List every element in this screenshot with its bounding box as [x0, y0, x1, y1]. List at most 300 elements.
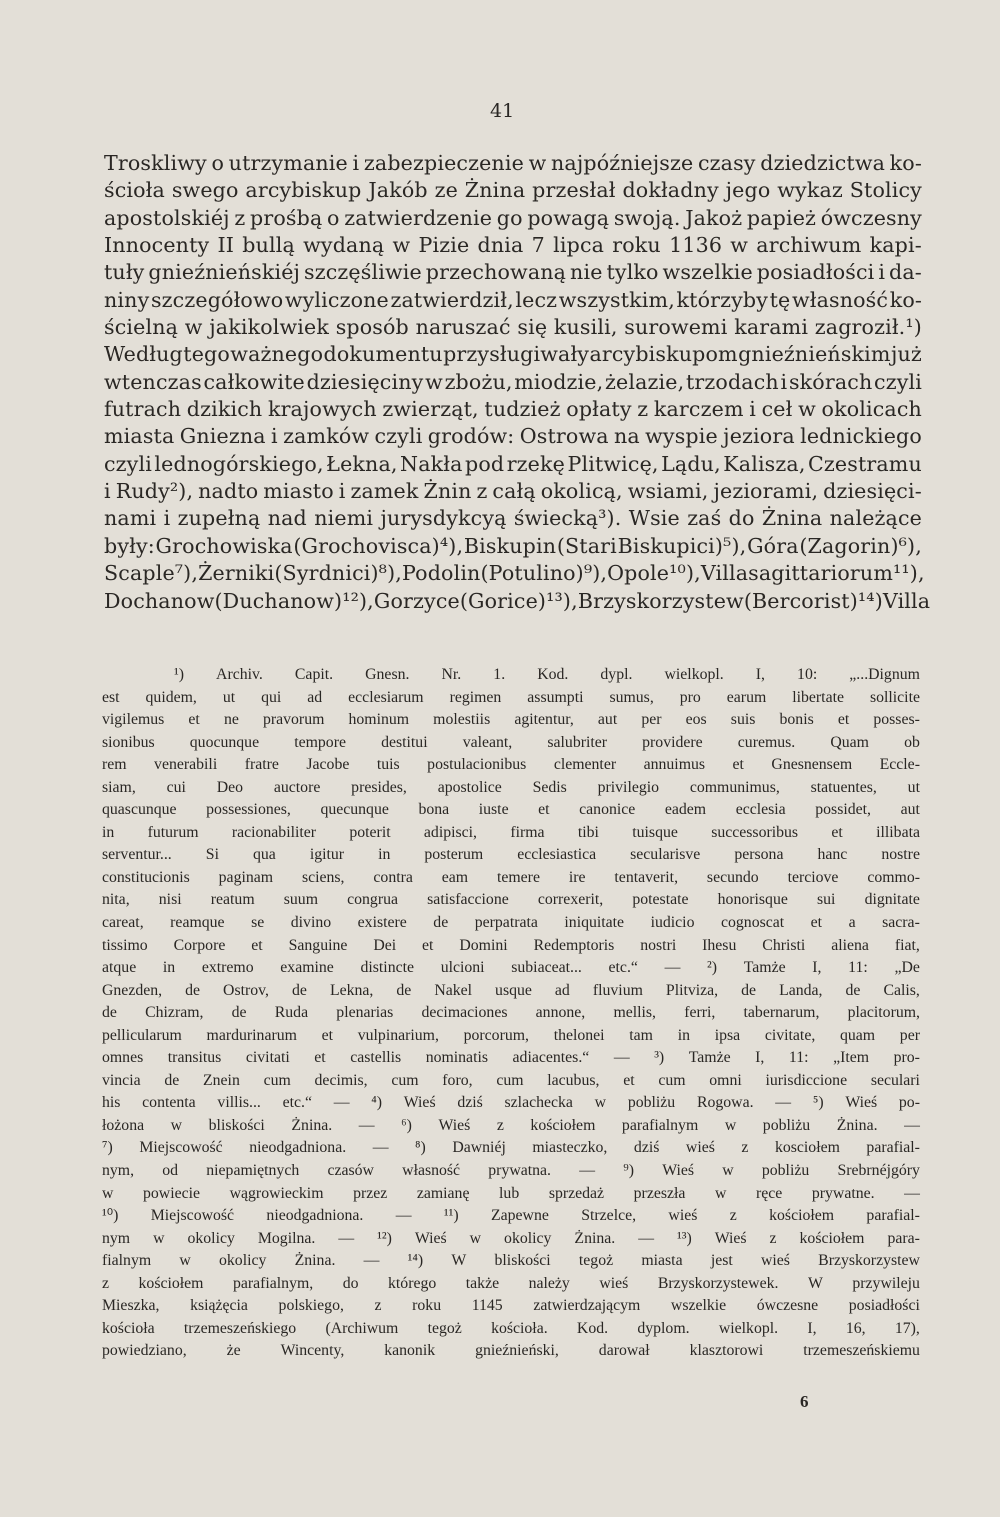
footnote-line — [102, 754, 920, 777]
footnote-word: fluvium — [592, 981, 643, 999]
body-word: Kalisza, — [723, 451, 806, 476]
footnote-word: et — [188, 711, 200, 729]
body-word: swego — [171, 178, 239, 203]
footnote-word: transitus — [167, 1049, 222, 1067]
body-word: czyli — [874, 369, 922, 394]
footnote-word: privilegio — [597, 778, 660, 796]
footnote-word: Wieś — [662, 1162, 695, 1180]
footnote-word: tam — [629, 1026, 653, 1044]
body-word: szczegółowo — [150, 287, 284, 312]
footnote-word: vigilemus — [102, 711, 165, 729]
footnote-word: w — [714, 1184, 727, 1202]
footnote-word: tegoż — [578, 1252, 614, 1270]
footnote-word: examine — [280, 959, 334, 977]
body-word: zamek — [350, 479, 419, 504]
footnote-word: perpatrata — [474, 914, 538, 932]
footnote-word: contra — [373, 868, 413, 886]
footnote-word: — — [363, 1252, 380, 1270]
footnote-word: et — [321, 1026, 334, 1044]
footnote-word: posterum — [424, 846, 484, 864]
body-word: Villa — [882, 588, 931, 613]
body-line — [104, 287, 922, 314]
footnote-word: constitucionis — [102, 868, 190, 886]
footnote-word: bona — [418, 801, 450, 819]
body-word: papież — [746, 205, 817, 230]
footnote-line — [102, 935, 920, 958]
footnote-word: Redemptoris — [533, 936, 615, 954]
footnote-word: wielkopl. — [664, 666, 724, 683]
footnote-word: decimis, — [314, 1071, 368, 1089]
footnote-word: miasteczko, — [532, 1139, 608, 1157]
footnote-word: — — [395, 1207, 412, 1225]
footnote-word: Żnina. — [574, 1229, 616, 1247]
footnote-word: ⁷) — [102, 1139, 113, 1157]
body-word: Opole¹⁰), — [607, 561, 701, 586]
footnote-word: I, — [807, 1319, 817, 1337]
footnote-word: z — [741, 1139, 749, 1157]
footnote-word: illibata — [876, 823, 920, 841]
footnote-word: racionabiliter — [231, 823, 317, 841]
body-word: miasto — [263, 479, 334, 504]
footnote-word: pobliżu — [761, 1162, 810, 1180]
body-word: Żnin — [423, 479, 472, 504]
footnote-word: I, — [812, 959, 822, 977]
footnote-word: jest — [710, 1252, 733, 1270]
footnote-word: kościoła — [102, 1319, 155, 1337]
footnote-word: cognoscat — [720, 914, 785, 932]
footnote-word: Wieś — [714, 1229, 747, 1247]
body-word: Pizie — [418, 233, 470, 258]
footnote-word: qua — [252, 846, 276, 864]
footnote-line — [102, 980, 920, 1003]
footnote-word: de — [292, 981, 307, 999]
footnote-word: secularisve — [630, 846, 701, 864]
footnote-word: Dei — [373, 936, 397, 954]
footnote-word: zamianę — [416, 1184, 470, 1202]
footnote-line — [102, 1025, 920, 1048]
footnote-word: Landa, — [779, 981, 823, 999]
body-word: nami — [104, 506, 157, 531]
footnote-word: fratre — [244, 756, 279, 774]
body-word: wykaz — [777, 178, 843, 203]
body-word: na — [613, 424, 640, 449]
footnote-word: Kod. — [537, 666, 569, 683]
body-word: (Stari — [556, 533, 617, 558]
footnote-word: his — [102, 1094, 121, 1112]
footnote-word: ob — [904, 733, 920, 751]
footnote-word: pro — [679, 688, 701, 706]
body-word: powagą — [527, 205, 610, 230]
footnote-word: distincte — [360, 959, 415, 977]
footnote-word: ne — [223, 711, 239, 729]
footnote-word: prywatna. — [488, 1162, 552, 1180]
body-word: Żerniki — [198, 561, 275, 586]
footnote-word: serventur... — [102, 846, 172, 864]
footnote-word: ulcioni — [440, 959, 485, 977]
footnote-line — [102, 1318, 920, 1341]
footnote-word: ut — [222, 688, 236, 706]
body-word: karczem — [653, 397, 744, 422]
body-word: jurysdykcyą — [380, 506, 507, 531]
body-word: własność — [791, 287, 889, 312]
footnote-word: Ostrov, — [223, 981, 269, 999]
footnote-word: Chizram, — [145, 1004, 204, 1022]
body-word: w — [798, 397, 816, 422]
footnote-word: Ruda — [274, 1004, 309, 1022]
body-word: Troskliwy — [104, 151, 207, 175]
body-word: nie — [570, 260, 603, 285]
footnote-word: wągrowieckim — [229, 1184, 324, 1202]
body-word: karami — [734, 315, 809, 340]
body-word: okolicą, — [540, 479, 623, 504]
footnote-word: ecclesiarum — [348, 688, 424, 706]
footnote-line — [102, 799, 920, 822]
footnote-word: 17), — [894, 1319, 920, 1337]
body-line — [104, 341, 922, 368]
body-word: lipca — [553, 233, 605, 258]
footnote-word: et — [251, 936, 263, 954]
footnote-word: posses- — [873, 711, 920, 729]
footnote-word: firma — [510, 823, 545, 841]
footnote-word: przez — [353, 1184, 388, 1202]
footnote-word: civitate, — [764, 1026, 816, 1044]
footnote-word: Rogowa. — [696, 1094, 754, 1112]
footnote-word: possidet, — [815, 801, 871, 819]
footnote-word: cum — [658, 1071, 686, 1089]
footnote-word: curemus. — [737, 733, 796, 751]
footnote-word: et — [314, 1049, 326, 1067]
footnote-word: — — [333, 1094, 350, 1112]
footnote-word: polskiego, — [278, 1297, 344, 1315]
body-word: Innocenty — [104, 233, 210, 258]
footnote-word: et — [732, 756, 744, 774]
footnote-word: Nakel — [434, 981, 473, 999]
footnote-word: plenarias — [336, 1004, 394, 1022]
footnote-word: para- — [887, 1229, 920, 1247]
footnote-word: correxerit, — [537, 891, 604, 909]
footnote-word: foro, — [442, 1071, 473, 1089]
footnote-word: pro- — [893, 1049, 920, 1067]
footnote-word: ferri, — [684, 1004, 716, 1022]
footnote-word: — — [664, 959, 681, 977]
footnote-word: igitur — [309, 846, 345, 864]
body-word: archiwum — [756, 233, 862, 258]
footnote-word: honorisque — [717, 891, 788, 909]
footnote-word: 16, — [845, 1319, 866, 1337]
footnote-word: trzemeszeńskiego — [183, 1319, 297, 1337]
body-line — [104, 478, 922, 505]
footnote-word: łożona — [102, 1116, 145, 1134]
footnote-word: wieś — [760, 1252, 790, 1270]
body-line — [104, 259, 922, 286]
body-word: i — [271, 424, 278, 449]
body-word: rzekę — [506, 451, 565, 476]
footnote-word: dypl. — [600, 666, 633, 683]
body-word: ścielną — [104, 315, 179, 340]
body-word: okolicach — [821, 397, 922, 422]
body-word: zagroził.¹) — [814, 315, 922, 340]
footnote-word: Sanguine — [288, 936, 348, 954]
footnote-word: Si — [205, 846, 219, 864]
footnote-word: clementer — [553, 756, 617, 774]
body-word: (Gorice)¹³), — [459, 588, 578, 613]
footnote-word: nominatis — [425, 1049, 488, 1067]
footnote-word: własność — [402, 1162, 461, 1180]
footnote-word: tabernarum, — [743, 1004, 820, 1022]
footnote-word: mardurinarum — [206, 1026, 297, 1044]
body-word: miodzie, — [514, 369, 604, 394]
footnote-word: wszelkie — [670, 1297, 727, 1315]
body-line — [104, 314, 922, 341]
body-word: arcybiskup — [245, 178, 362, 203]
footnote-line — [102, 664, 920, 687]
footnote-word: kościołem — [530, 1116, 596, 1134]
footnote-word: parafial- — [866, 1139, 920, 1157]
footnote-word: dziś — [633, 1139, 660, 1157]
body-word: zwierząt, — [382, 397, 479, 422]
footnote-word: sui — [817, 891, 836, 909]
footnote-word: sionibus — [102, 733, 155, 751]
footnote-word: nym, — [102, 1162, 135, 1180]
footnote-word: agitentur, — [514, 711, 574, 729]
footnote-word: quecunque — [320, 801, 389, 819]
body-word: prośbą — [250, 205, 323, 230]
body-word: przechowaną — [425, 260, 567, 285]
footnote-word: fiat, — [894, 936, 920, 954]
body-word: skórach — [788, 369, 873, 394]
body-word: szczęśliwie — [304, 260, 422, 285]
footnote-word: wielkopl. — [718, 1319, 779, 1337]
footnote-word: kościoła. — [491, 1319, 548, 1337]
footnote-word: villis... — [217, 1094, 261, 1112]
body-word: którzyby — [676, 287, 769, 312]
body-word: (Potulino)⁹), — [480, 561, 608, 586]
footnote-word: cum — [496, 1071, 524, 1089]
footnote-word: z — [729, 1207, 737, 1225]
footnote-word: extremo — [201, 959, 254, 977]
body-word: o — [211, 151, 225, 175]
body-line — [104, 588, 931, 615]
body-word: Stolicy — [849, 178, 922, 203]
footnote-word: congrua — [347, 891, 399, 909]
body-word: dziesięciny — [306, 369, 424, 394]
footnote-word: ¹¹) — [443, 1207, 459, 1225]
body-word: 7 — [531, 233, 545, 258]
footnote-word: possessiones, — [206, 801, 291, 819]
footnote-word: prywatne. — [811, 1184, 875, 1202]
footnote-line — [102, 1092, 920, 1115]
footnote-line — [102, 1340, 920, 1363]
footnote-word: tibi — [577, 823, 599, 841]
footnote-word: vulpinarium, — [357, 1026, 439, 1044]
body-word: niemi — [314, 506, 374, 531]
body-word: wtenczas — [104, 369, 202, 394]
footnote-word: potestate — [632, 891, 689, 909]
body-word: zbożu, — [444, 369, 513, 394]
footnote-word: ręce — [755, 1184, 783, 1202]
body-word: w — [184, 315, 203, 340]
footnote-word: bliskości — [494, 1252, 551, 1270]
footnote-word: w — [469, 1229, 482, 1247]
body-word: zamków — [283, 424, 370, 449]
footnote-word: pravorum — [262, 711, 325, 729]
footnote-word: decimaciones — [421, 1004, 508, 1022]
body-line — [104, 232, 922, 259]
footnote-word: ipsa — [714, 1026, 741, 1044]
footnote-word: per — [899, 1026, 920, 1044]
body-word: Biskupin — [463, 533, 557, 558]
body-word: żelazie, — [605, 369, 685, 394]
footnote-word: Wieś — [438, 1116, 471, 1134]
footnotes — [102, 664, 920, 1363]
footnote-word: powiedziano, — [102, 1342, 187, 1360]
footnote-word: ¹⁰) — [102, 1207, 119, 1225]
body-word: wsiami, — [627, 479, 709, 504]
footnote-word: et — [837, 711, 850, 729]
body-word: Scaple⁷), — [104, 561, 199, 586]
footnote-word: sollicite — [869, 688, 920, 706]
body-word: Brzyskorzystew — [577, 588, 744, 613]
footnote-word: placitorum, — [847, 1004, 920, 1022]
footnote-word: Znein — [203, 1071, 240, 1089]
footnote-word: Gnesnensem — [771, 756, 853, 774]
footnote-word: pobliżu — [627, 1094, 676, 1112]
footnote-word: ut — [907, 778, 920, 796]
footnote-word: Brzyskorzystew — [818, 1252, 920, 1270]
footnote-word: auctore — [273, 778, 321, 796]
footnote-word: w — [594, 1094, 607, 1112]
footnote-word: — — [579, 1162, 596, 1180]
footnote-word: postulacionibus — [427, 756, 527, 774]
footnote-word: suum — [283, 891, 318, 909]
footnote-word: ⁶) — [401, 1116, 412, 1134]
footnote-word: w — [179, 1252, 191, 1270]
footnote-word: ¹⁴) — [407, 1252, 424, 1270]
footnote-word: powiecie — [143, 1184, 201, 1202]
footnote-word: lacubus, — [547, 1071, 600, 1089]
footnote-word: Tamże — [743, 959, 786, 977]
footnote-word: divino — [290, 914, 332, 932]
footnote-word: „Item — [833, 1049, 870, 1067]
footnote-word: 11: — [788, 1049, 809, 1067]
footnote-word: de — [102, 1004, 117, 1022]
footnote-word: Miejscowość — [139, 1139, 223, 1157]
footnote-word: usque — [495, 981, 532, 999]
footnote-word: Wieś — [414, 1229, 447, 1247]
body-word: Podolin — [401, 561, 481, 586]
footnote-word: Archiv. — [216, 666, 263, 683]
footnote-word: ⁸) — [415, 1139, 426, 1157]
footnote-word: I, — [755, 666, 765, 683]
body-word: krajowych — [267, 397, 377, 422]
body-word: Żnina — [761, 506, 823, 531]
footnote-word: tissimo — [102, 936, 148, 954]
footnote-line — [102, 709, 920, 732]
footnote-word: iniquitate — [564, 914, 625, 932]
footnote-word: Strzelce, — [581, 1207, 637, 1225]
footnote-word: eos — [685, 711, 707, 729]
body-word: gnieźnieńskim — [738, 342, 891, 367]
footnote-line — [102, 777, 920, 800]
footnote-word: Sedis — [532, 778, 567, 796]
body-word: surowemi — [624, 315, 728, 340]
body-word: dzikich — [186, 397, 263, 422]
body-word: Łekna, — [326, 451, 398, 476]
footnote-word: w — [724, 1116, 737, 1134]
footnote-word: Wincenty, — [280, 1342, 345, 1360]
footnote-word: parafial- — [866, 1207, 920, 1225]
footnote-word: Brzyskorzystewek. — [657, 1274, 779, 1292]
body-word: Ostrowa — [519, 424, 609, 449]
body-word: (Bercorist)¹⁴) — [743, 588, 883, 613]
body-word: i — [749, 397, 756, 422]
body-word: swoją. — [613, 205, 681, 230]
body-word: tuły — [104, 260, 145, 285]
body-word: (Syrdnici)⁸), — [274, 561, 402, 586]
body-word: Lądu, — [661, 451, 721, 476]
footnote-word: ecclesiastica — [517, 846, 597, 864]
footnote-word: 1. — [493, 666, 506, 683]
footnote-line — [102, 687, 920, 710]
body-word: jego — [725, 178, 771, 203]
body-word: Plitwicę, — [567, 451, 659, 476]
footnote-word: seculari — [870, 1071, 920, 1089]
footnote-word: reatum — [210, 891, 255, 909]
footnote-line — [102, 1273, 920, 1296]
footnote-word: de — [433, 914, 449, 932]
footnote-word: w — [170, 1116, 183, 1134]
footnote-word: roku — [412, 1297, 442, 1315]
footnote-word: Calis, — [883, 981, 920, 999]
footnote-word: posiadłości — [848, 1297, 920, 1315]
footnote-word: parafialnym, — [232, 1274, 314, 1292]
footnote-word: „...Dignum — [849, 666, 920, 683]
footnote-word: Jacobe — [306, 756, 350, 774]
body-word: wyspie — [645, 424, 718, 449]
footnote-word: nieodgadniona. — [266, 1207, 364, 1225]
footnote-word: quocunque — [189, 733, 260, 751]
footnote-word: de — [396, 981, 412, 999]
body-line — [104, 369, 922, 396]
body-word: zatwierdzenie — [344, 205, 493, 230]
body-word: ceł — [761, 397, 793, 422]
footnote-line — [102, 1070, 920, 1093]
footnote-word: Kod. — [576, 1319, 609, 1337]
footnote-line — [102, 867, 920, 890]
body-word: tylko — [606, 260, 659, 285]
footnote-word: paginam — [218, 868, 274, 886]
footnote-word: w — [102, 1184, 114, 1202]
footnote-word: ²) — [707, 959, 718, 977]
footnote-word: pellicularum — [102, 1026, 182, 1044]
footnote-word: dignitate — [864, 891, 920, 909]
footnote-word: kościołem — [138, 1274, 204, 1292]
footnote-word: z — [769, 1229, 777, 1247]
footnote-line — [102, 844, 920, 867]
body-word: w — [528, 151, 547, 175]
footnote-word: poterit — [349, 823, 391, 841]
footnote-word: tuis — [376, 756, 400, 774]
footnote-word: de — [164, 1071, 180, 1089]
footnote-word: także — [465, 1274, 500, 1292]
footnote-word: salubriter — [547, 733, 608, 751]
footnote-word: dyplom. — [637, 1319, 690, 1337]
footnote-word: et — [538, 801, 550, 819]
main-text — [104, 150, 931, 615]
body-line — [104, 177, 922, 204]
footnote-word: kosciołem — [774, 1139, 840, 1157]
body-word: miasta — [104, 424, 175, 449]
